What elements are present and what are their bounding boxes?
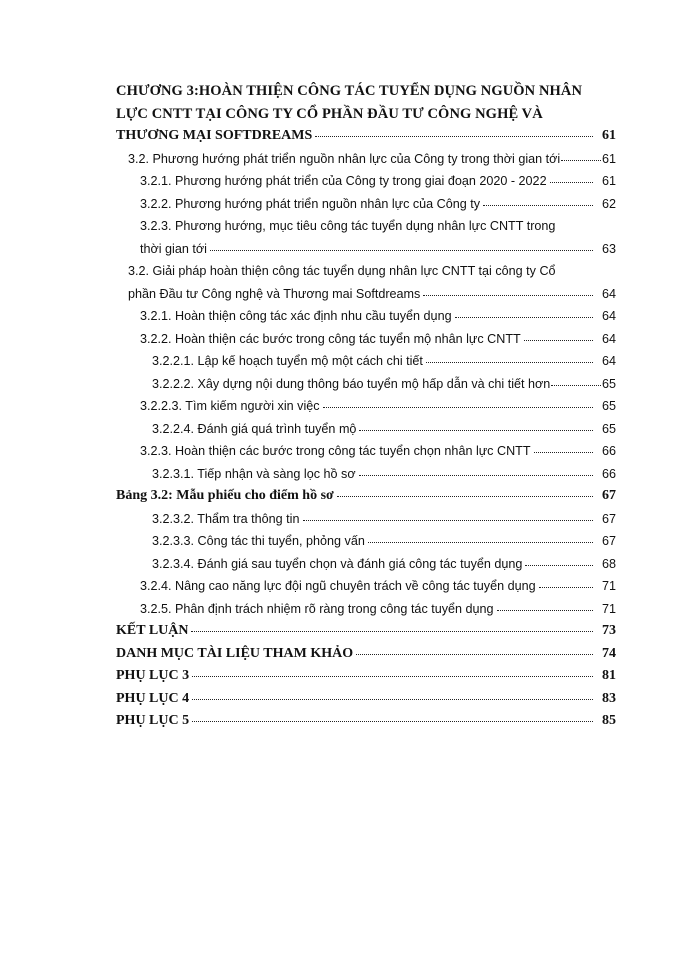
dot-leader — [303, 519, 594, 521]
toc-entry[interactable] — [116, 508, 616, 531]
entry-title: PHỤ LỤC 5 — [116, 713, 190, 728]
entry-title-line-1: 3.2.3. Phương hướng, mục tiêu công tác tuyển dụng nhân lực CNTT trong — [140, 219, 556, 233]
dot-leader — [483, 204, 593, 206]
chapter-title-line-1: CHƯƠNG 3:HOÀN THIỆN CÔNG TÁC TUYỂN DỤNG NGUỒN NHÂN — [116, 83, 583, 99]
page-number: 66 — [601, 444, 616, 458]
entry-line-2 — [140, 238, 616, 261]
entry-title: Bảng 3.2: Mẫu phiếu cho điểm hồ sơ — [116, 488, 334, 503]
chapter-title-line-3: THƯƠNG MẠI SOFTDREAMS — [116, 128, 313, 143]
page-number: 66 — [601, 466, 616, 481]
entry-title: 3.2.4. Nâng cao năng lực đội ngũ chuyên trách về công tác tuyển dụng — [140, 579, 536, 593]
page-number: 74 — [602, 645, 616, 661]
dot-leader — [337, 495, 593, 497]
entry-title: 3.2.1. Hoàn thiện công tác xác định nhu cầu tuyển dụng — [140, 309, 452, 323]
entry-title: PHỤ LỤC 4 — [116, 690, 190, 706]
page-number: 67 — [602, 488, 616, 503]
dot-leader — [359, 429, 593, 431]
page-number: 65 — [601, 399, 616, 413]
toc-entry[interactable] — [116, 418, 616, 441]
dot-leader — [323, 406, 593, 408]
dot-leader — [359, 474, 593, 476]
page-number: 65 — [601, 376, 616, 391]
entry-title: 3.2.3.2. Thẩm tra thông tin — [152, 511, 300, 526]
dot-leader — [524, 339, 593, 341]
toc-entry-multiline[interactable] — [116, 260, 616, 305]
page-number: 71 — [601, 579, 616, 593]
dot-leader — [192, 698, 593, 700]
entry-title: 3.2.3. Hoàn thiện các bước trong công tác tuyển chọn nhân lực CNTT — [140, 444, 531, 458]
dot-leader — [426, 361, 593, 363]
toc-entry[interactable] — [116, 373, 616, 396]
entry-title: 3.2.1. Phương hướng phát triển của Công ty trong giai đoạn 2020 - 2022 — [140, 174, 547, 188]
entry-title: 3.2.3.3. Công tác thi tuyển, phỏng vấn — [152, 534, 365, 548]
page-number: 64 — [601, 286, 616, 301]
dot-leader — [534, 451, 593, 453]
page-number: 64 — [601, 309, 616, 323]
toc-entry-chapter-3[interactable] — [116, 125, 616, 148]
page-number: 63 — [601, 241, 616, 256]
page-number: 83 — [602, 690, 616, 706]
toc-entry[interactable] — [116, 598, 616, 621]
entry-title: 3.2.2.1. Lập kế hoạch tuyển mộ một cách chi tiết — [152, 354, 423, 368]
dot-leader — [315, 135, 593, 137]
dot-leader — [191, 630, 593, 632]
toc-entry-table[interactable] — [116, 485, 616, 508]
page-number: 61 — [601, 174, 616, 188]
toc-entry-references[interactable] — [116, 643, 616, 666]
dot-leader — [192, 720, 593, 722]
page-number: 81 — [602, 668, 616, 683]
toc-entry-appendix-5[interactable] — [116, 710, 616, 733]
toc-entry[interactable] — [116, 193, 616, 216]
dot-leader — [368, 541, 593, 543]
page-number: 85 — [602, 713, 616, 728]
entry-title: 3.2.2. Hoàn thiện các bước trong công tác tuyển mộ nhân lực CNTT — [140, 331, 521, 346]
page-number: 67 — [601, 511, 616, 526]
entry-title: 3.2.2.4. Đánh giá quá trình tuyển mộ — [152, 421, 357, 436]
entry-line-2 — [128, 283, 616, 306]
dot-leader — [356, 653, 593, 655]
entry-title: 3.2.2.3. Tìm kiếm người xin việc — [140, 399, 320, 413]
entry-title-line-2: thời gian tới — [140, 241, 207, 256]
entry-title-line-2: phần Đầu tư Công nghệ và Thương mai Softdreams — [128, 286, 421, 301]
dot-leader — [525, 564, 593, 566]
entry-title: 3.2.2.2. Xây dựng nội dung thông báo tuyển mộ hấp dẫn và chi tiết hơn — [152, 376, 551, 391]
chapter-title-line-2: LỰC CNTT TẠI CÔNG TY CỔ PHẦN ĐẦU TƯ CÔNG NGHỆ VÀ — [116, 105, 543, 122]
entry-title: DANH MỤC TÀI LIỆU THAM KHẢO — [116, 645, 354, 661]
toc-entry[interactable] — [116, 170, 616, 193]
page-number: 61 — [601, 151, 616, 166]
page-number: 71 — [601, 601, 616, 616]
page-number: 64 — [601, 331, 616, 346]
entry-title: 3.2.3.1. Tiếp nhận và sàng lọc hồ sơ — [152, 466, 356, 481]
table-of-contents — [116, 80, 616, 733]
toc-entry[interactable] — [116, 305, 616, 328]
dot-leader — [210, 249, 593, 251]
toc-entry[interactable] — [116, 440, 616, 463]
entry-title: 3.2. Phương hướng phát triển nguồn nhân lực của Công ty trong thời gian tới — [128, 151, 561, 166]
entry-title-line-1: 3.2. Giải pháp hoàn thiện công tác tuyển dụng nhân lực CNTT tại công ty Cổ — [128, 264, 556, 278]
dot-leader — [423, 294, 593, 296]
dot-leader — [551, 384, 601, 386]
page-number: 73 — [602, 623, 616, 638]
toc-entry[interactable] — [116, 328, 616, 351]
toc-entry-conclusion[interactable] — [116, 620, 616, 643]
entry-title: 3.2.2. Phương hướng phát triển nguồn nhân lực của Công ty — [140, 196, 481, 211]
page-number: 67 — [601, 534, 616, 548]
dot-leader — [497, 609, 593, 611]
dot-leader — [550, 181, 593, 183]
toc-entry[interactable] — [116, 395, 616, 418]
toc-entry[interactable] — [116, 575, 616, 598]
toc-entry[interactable] — [116, 463, 616, 486]
chapter-3-heading — [116, 80, 616, 125]
entry-title: 3.2.5. Phân định trách nhiệm rõ ràng trong công tác tuyển dụng — [140, 601, 494, 616]
page-number: 65 — [601, 421, 616, 436]
entry-title: KẾT LUẬN — [116, 623, 189, 638]
entry-title: PHỤ LỤC 3 — [116, 668, 190, 683]
dot-leader — [539, 586, 593, 588]
toc-entry[interactable] — [116, 350, 616, 373]
toc-entry-appendix-4[interactable] — [116, 688, 616, 711]
toc-entry[interactable] — [116, 530, 616, 553]
toc-entry-multiline[interactable] — [116, 215, 616, 260]
entry-title: 3.2.3.4. Đánh giá sau tuyển chọn và đánh giá công tác tuyển dụng — [152, 556, 523, 571]
dot-leader — [192, 675, 593, 677]
page-number: 62 — [601, 196, 616, 211]
toc-entry[interactable] — [116, 553, 616, 576]
dot-leader — [455, 316, 593, 318]
page-number: 68 — [601, 556, 616, 571]
toc-entry[interactable] — [116, 148, 616, 171]
page-number: 64 — [601, 354, 616, 368]
page-number: 61 — [602, 128, 616, 143]
toc-entry-appendix-3[interactable] — [116, 665, 616, 688]
dot-leader — [561, 159, 601, 161]
